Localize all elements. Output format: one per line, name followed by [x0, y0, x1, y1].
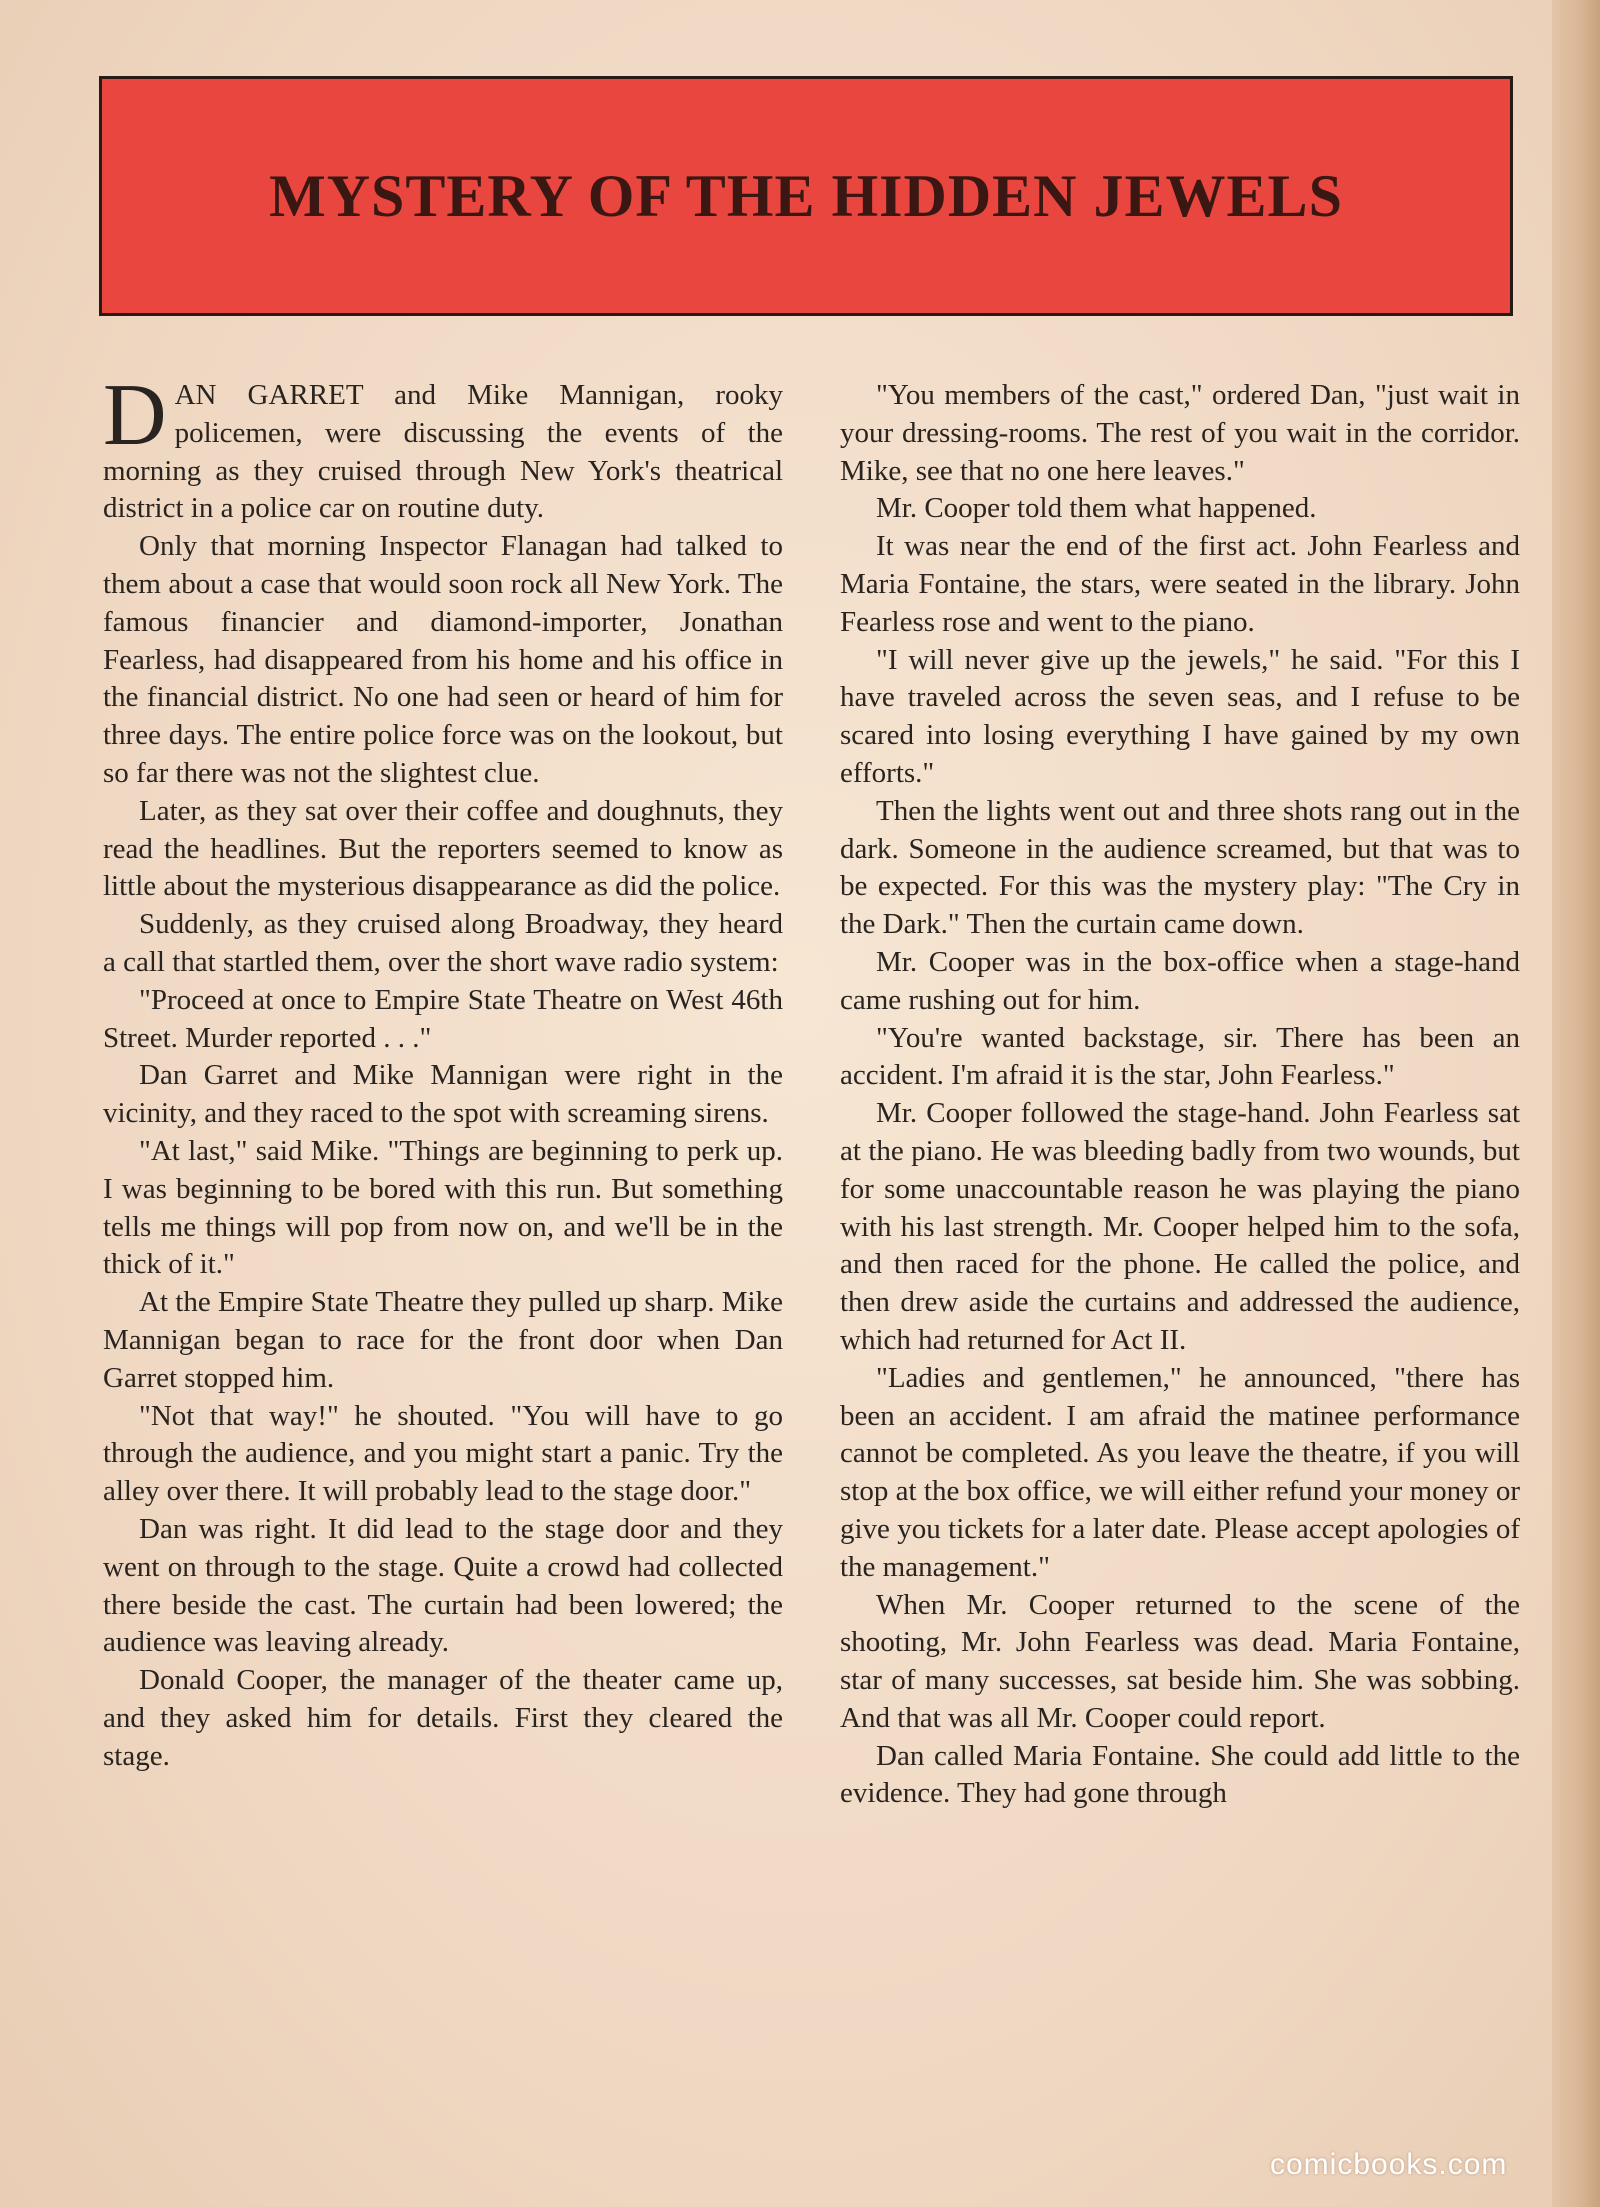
- paragraph: "Ladies and gentlemen," he announced, "there has been an accident. I am afraid the matinee performance cannot be completed. As you leave the theatre, if you will stop at the box office, we will either refund your money or give you tickets for a later date. Please accept apologies of the management.": [840, 1361, 1520, 1583]
- paragraph: "At last," said Mike. "Things are beginning to perk up. I was beginning to be bored with this run. But something tells me things will pop from now on, and we'll be in the thick of it.": [103, 1134, 783, 1281]
- title-banner: [99, 76, 1513, 316]
- text-column-left: [103, 377, 783, 2137]
- drop-cap: D: [103, 377, 167, 464]
- paragraph: Dan was right. It did lead to the stage door and they went on through to the stage. Quite a crowd had collected there beside the cast. The curtain had been lowered; the audience was leaving already.: [103, 1512, 783, 1659]
- paragraph: "You're wanted backstage, sir. There has been an accident. I'm afraid it is the star, John Fearless.": [840, 1021, 1520, 1092]
- text-column-right: [840, 377, 1520, 2137]
- paragraph: "I will never give up the jewels," he said. "For this I have traveled across the seven seas, and I refuse to be scared into losing everything I have gained by my own efforts.": [840, 643, 1520, 789]
- paragraph-text: AN GARRET and Mike Mannigan, rooky policemen, were discussing the events of the morning as they cruised through New York's theatrical district in a police car on routine duty.: [103, 379, 783, 525]
- watermark: comicbooks.com: [1270, 2148, 1508, 2181]
- paragraph: At the Empire State Theatre they pulled up sharp. Mike Mannigan began to race for the front door when Dan Garret stopped him.: [103, 1286, 783, 1394]
- paragraph: Mr. Cooper told them what happened.: [876, 492, 1317, 525]
- paragraph: When Mr. Cooper returned to the scene of the shooting, Mr. John Fearless was dead. Maria Fontaine, star of many successes, sat beside him. She was sobbing. And that was all Mr. Cooper could report.: [840, 1588, 1520, 1734]
- paragraph: Donald Cooper, the manager of the theater came up, and they asked him for details. First they cleared the stage.: [103, 1664, 783, 1772]
- story-title: MYSTERY OF THE HIDDEN JEWELS: [269, 162, 1343, 229]
- paragraph: "Not that way!" he shouted. "You will have to go through the audience, and you might start a panic. Try the alley over there. It will probably lead to the stage door.": [103, 1399, 783, 1508]
- paragraph: Dan Garret and Mike Mannigan were right in the vicinity, and they raced to the spot with screaming sirens.: [103, 1059, 783, 1130]
- paragraph: "Proceed at once to Empire State Theatre on West 46th Street. Murder reported . . .": [103, 983, 783, 1054]
- paragraph: Then the lights went out and three shots rang out in the dark. Someone in the audience screamed, but that was to be expected. For this was the mystery play: "The Cry in the Dark." Then the curtain came down.: [840, 794, 1520, 941]
- paragraph: "You members of the cast," ordered Dan, "just wait in your dressing-rooms. The rest of you wait in the corridor. Mike, see that no one here leaves.": [840, 379, 1520, 487]
- page-edge: [1552, 0, 1600, 2207]
- paragraph: Suddenly, as they cruised along Broadway, they heard a call that startled them, over the short wave radio system:: [103, 908, 783, 978]
- paragraph: Dan called Maria Fontaine. She could add little to the evidence. They had gone through: [840, 1739, 1520, 1810]
- paragraph: [103, 377, 783, 528]
- paragraph: Later, as they sat over their coffee and doughnuts, they read the headlines. But the reporters seemed to know as little about the mysterious disappearance as did the police.: [103, 794, 783, 903]
- paragraph: It was near the end of the first act. John Fearless and Maria Fontaine, the stars, were seated in the library. John Fearless rose and went to the piano.: [840, 530, 1520, 638]
- paragraph: Only that morning Inspector Flanagan had talked to them about a case that would soon rock all New York. The famous financier and diamond-importer, Jonathan Fearless, had disappeared from his home and his office in the financial district. No one had seen or heard of him for three days. The entire police force was on the lookout, but so far there was not the slightest clue.: [103, 530, 783, 789]
- paragraph: Mr. Cooper followed the stage-hand. John Fearless sat at the piano. He was bleeding badly from two wounds, but for some unaccountable reason he was playing the piano with his last strength. Mr. Cooper helped him to the sofa, and then raced for the phone. He called the police, and then drew aside the curtains and addressed the audience, which had returned for Act II.: [840, 1097, 1520, 1356]
- paragraph: Mr. Cooper was in the box-office when a stage-hand came rushing out for him.: [840, 945, 1520, 1016]
